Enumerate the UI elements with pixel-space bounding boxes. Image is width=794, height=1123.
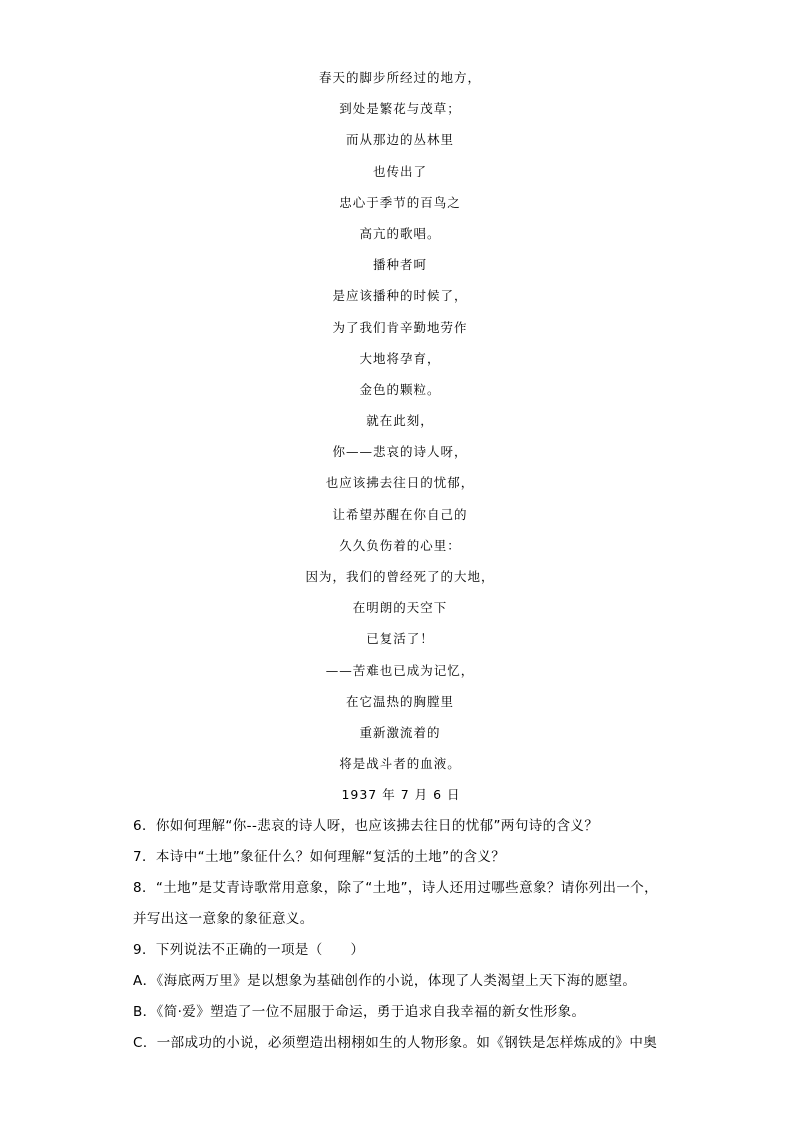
question-8-line-2: 并写出这一意象的象征意义。 [133,911,314,927]
option-b: B．《简·爱》塑造了一位不屈服于命运，勇于追求自我幸福的新女性形象。 [133,1004,586,1020]
poem-line: 高亢的歌唱。 [359,225,441,241]
poem-line: 也传出了 [372,163,427,179]
option-c: C．一部成功的小说，必须塑造出栩栩如生的人物形象。如《钢铁是怎样炼成的》中奥 [133,1035,658,1051]
poem-line: 忠心于季节的百鸟之 [339,194,461,210]
question-7: 7．本诗中“土地”象征什么？如何理解“复活的土地”的含义？ [133,849,506,865]
poem-line: 就在此刻， [366,413,434,429]
question-8-line-1: 8．“土地”是艾青诗歌常用意象，除了“土地”，诗人还用过哪些意象？请你列出一个， [133,880,659,896]
poem-line: 金色的颗粒。 [359,381,441,397]
poem-line: 大地将孕育， [359,350,441,366]
poem-line: 让希望苏醒在你自己的 [332,506,468,522]
poem-line: 重新激流着的 [359,724,441,740]
poem-line: 久久负伤着的心里： [339,537,461,553]
poem-line: 到处是繁花与茂草； [339,101,461,117]
poem-line: 而从那边的丛林里 [345,132,454,148]
poem-line: 你——悲哀的诗人呀， [332,444,468,460]
option-a: A．《海底两万里》是以想象为基础创作的小说，体现了人类渴望上天下海的愿望。 [133,973,637,989]
question-9: 9．下列说法不正确的一项是（ ） [133,942,365,958]
poem-line: 为了我们肯辛勤地劳作 [332,319,468,335]
poem-line: 已复活了！ [366,631,434,647]
poem-date: 1937 年 7 月 6 日 [341,787,461,802]
poem-line: 在明朗的天空下 [352,600,448,616]
poem-line: ——苦难也已成为记忆， [325,662,475,678]
poem-line: 也应该拂去往日的忧郁， [325,475,475,491]
poem-line: 播种者呵 [372,257,427,273]
poem-line: 是应该播种的时候了， [332,288,468,304]
poem-line: 因为，我们的曾经死了的大地， [305,569,495,584]
poem-line: 在它温热的胸膛里 [345,693,454,709]
question-6: 6．你如何理解“你--悲哀的诗人呀，也应该拂去往日的忧郁”两句诗的含义？ [133,818,599,834]
question-list [133,811,673,1059]
poem-body [0,62,794,779]
poem-line: 将是战斗者的血液。 [339,756,461,772]
poem-line: 春天的脚步所经过的地方， [318,70,481,85]
